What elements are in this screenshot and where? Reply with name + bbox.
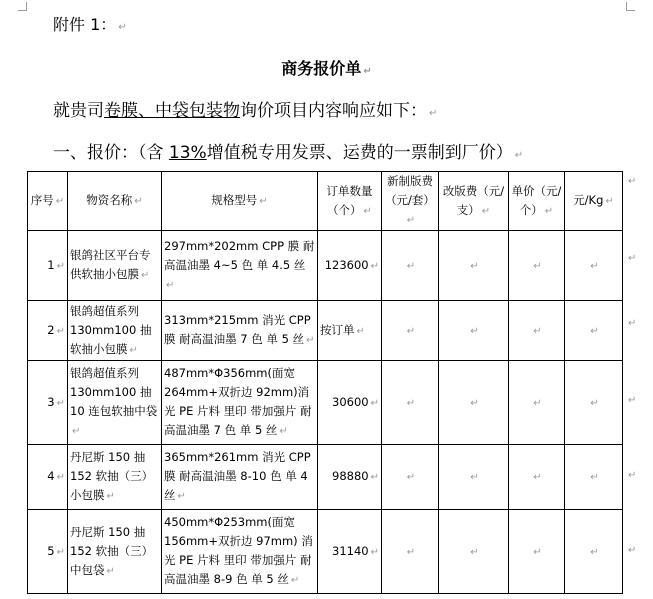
item-spec: 365mm*261mm 消光 CPP 膜 耐高温油墨 8-10 色 单 4 丝 ↵ <box>162 445 318 510</box>
paragraph-mark-icon: ↵ <box>118 22 127 33</box>
price-per-kg-cell[interactable]: ↵ <box>565 445 623 510</box>
unit-price-cell[interactable]: ↵ <box>509 301 565 361</box>
item-quantity: 按订单 ↵ <box>318 301 382 361</box>
new-plate-fee-cell[interactable]: ↵ <box>382 301 439 361</box>
intro-subject: 卷膜、中袋包装物 <box>104 101 240 121</box>
revision-fee-cell[interactable]: ↵ <box>439 231 509 301</box>
row-end-mark-icon: ↵ <box>628 318 637 329</box>
header-cell: 元/Kg ↵ <box>565 172 623 231</box>
row-number: 1 ↵ <box>28 231 68 301</box>
price-per-kg-cell[interactable]: ↵ <box>565 301 623 361</box>
item-name: 银鸽社区平台专供软抽小包膜 ↵ <box>68 231 162 301</box>
row-number: 2 ↵ <box>28 301 68 361</box>
unit-price-cell[interactable]: ↵ <box>509 510 565 594</box>
paragraph-mark-icon: ↵ <box>429 108 438 119</box>
row-number: 4 ↵ <box>28 445 68 510</box>
header-cell: 新制版费（元/套）↵ <box>382 172 439 231</box>
header-cell: 规格型号 ↵ <box>162 172 318 231</box>
item-quantity: 31140 ↵ <box>318 510 382 594</box>
item-name: 丹尼斯 150 抽 152 软抽（三）小包膜 ↵ <box>68 445 162 510</box>
crop-mark-top-left <box>18 2 27 11</box>
crop-mark-top-right <box>626 2 635 11</box>
new-plate-fee-cell[interactable]: ↵ <box>382 231 439 301</box>
pricing-label-b: 增值税专用发票、运费的一票制到厂价） <box>206 143 513 163</box>
header-cell: 改版费（元/支） ↵ <box>439 172 509 231</box>
row-end-mark-icon: ↵ <box>628 545 637 556</box>
pricing-label-a: 一、报价：（含 <box>53 143 169 163</box>
quote-table <box>27 171 623 594</box>
item-spec: 313mm*215mm 消光 CPP 膜 耐高温油墨 7 色 单 5 丝 ↵ <box>162 301 318 361</box>
header-cell: 序号 ↵ <box>28 172 68 231</box>
revision-fee-cell[interactable]: ↵ <box>439 445 509 510</box>
unit-price-cell[interactable]: ↵ <box>509 361 565 445</box>
header-cell: 订单数量（个） ↵ <box>318 172 382 231</box>
table-row <box>28 231 623 301</box>
table-header-row <box>28 172 623 231</box>
unit-price-cell[interactable]: ↵ <box>509 231 565 301</box>
new-plate-fee-cell[interactable]: ↵ <box>382 445 439 510</box>
row-end-mark-icon: ↵ <box>628 253 637 264</box>
annex-label: 附件 1： ↵ <box>53 15 127 34</box>
price-per-kg-cell[interactable]: ↵ <box>565 510 623 594</box>
item-spec: 487mm*Φ356mm(面宽 264mm+双折边 92mm)消光 PE 片料 里印 带加强片 耐高温油墨 7 色 单 5 丝 ↵ <box>162 361 318 445</box>
revision-fee-cell[interactable]: ↵ <box>439 361 509 445</box>
page-title: 商务报价单 ↵ <box>281 59 372 78</box>
table-row <box>28 510 623 594</box>
item-quantity: 123600 ↵ <box>318 231 382 301</box>
table-row <box>28 361 623 445</box>
item-name: 银鸽超值系列 130mm100 抽 10 连包软抽中袋↵ <box>68 361 162 445</box>
tax-rate: 13% <box>168 143 207 163</box>
revision-fee-cell[interactable]: ↵ <box>439 510 509 594</box>
price-per-kg-cell[interactable]: ↵ <box>565 361 623 445</box>
paragraph-mark-icon: ↵ <box>363 66 372 77</box>
item-name: 丹尼斯 150 抽 152 软抽（三）中包袋 ↵ <box>68 510 162 594</box>
row-end-mark-icon: ↵ <box>628 470 637 481</box>
unit-price-cell[interactable]: ↵ <box>509 445 565 510</box>
pricing-heading <box>53 138 523 163</box>
new-plate-fee-cell[interactable]: ↵ <box>382 361 439 445</box>
row-number: 5 ↵ <box>28 510 68 594</box>
row-end-mark-icon: ↵ <box>628 395 637 406</box>
paragraph-mark-icon: ↵ <box>514 150 524 161</box>
table-row <box>28 301 623 361</box>
new-plate-fee-cell[interactable]: ↵ <box>382 510 439 594</box>
header-cell: 物资名称 ↵ <box>68 172 162 231</box>
item-quantity: 30600 ↵ <box>318 361 382 445</box>
price-per-kg-cell[interactable]: ↵ <box>565 231 623 301</box>
row-number: 3 ↵ <box>28 361 68 445</box>
revision-fee-cell[interactable]: ↵ <box>439 301 509 361</box>
item-spec: 450mm*Φ253mm(面宽 156mm+双折边 97mm) 消光 PE 片料 里印 带加强片 耐高温油墨 8-9 色 单 5 丝 ↵ <box>162 510 318 594</box>
item-quantity: 98880 ↵ <box>318 445 382 510</box>
intro-paragraph <box>53 96 437 121</box>
table-row <box>28 445 623 510</box>
item-spec: 297mm*202mm CPP 膜 耐高温油墨 4~5 色 单 4.5 丝↵ <box>162 231 318 301</box>
header-cell: 单价（元/个） ↵ <box>509 172 565 231</box>
intro-prefix: 就贵司 <box>53 101 104 121</box>
intro-suffix: 询价项目内容响应如下： <box>240 101 427 121</box>
row-end-mark-icon: ↵ <box>628 176 637 187</box>
item-name: 银鸽超值系列 130mm100 抽软抽小包膜 ↵ <box>68 301 162 361</box>
